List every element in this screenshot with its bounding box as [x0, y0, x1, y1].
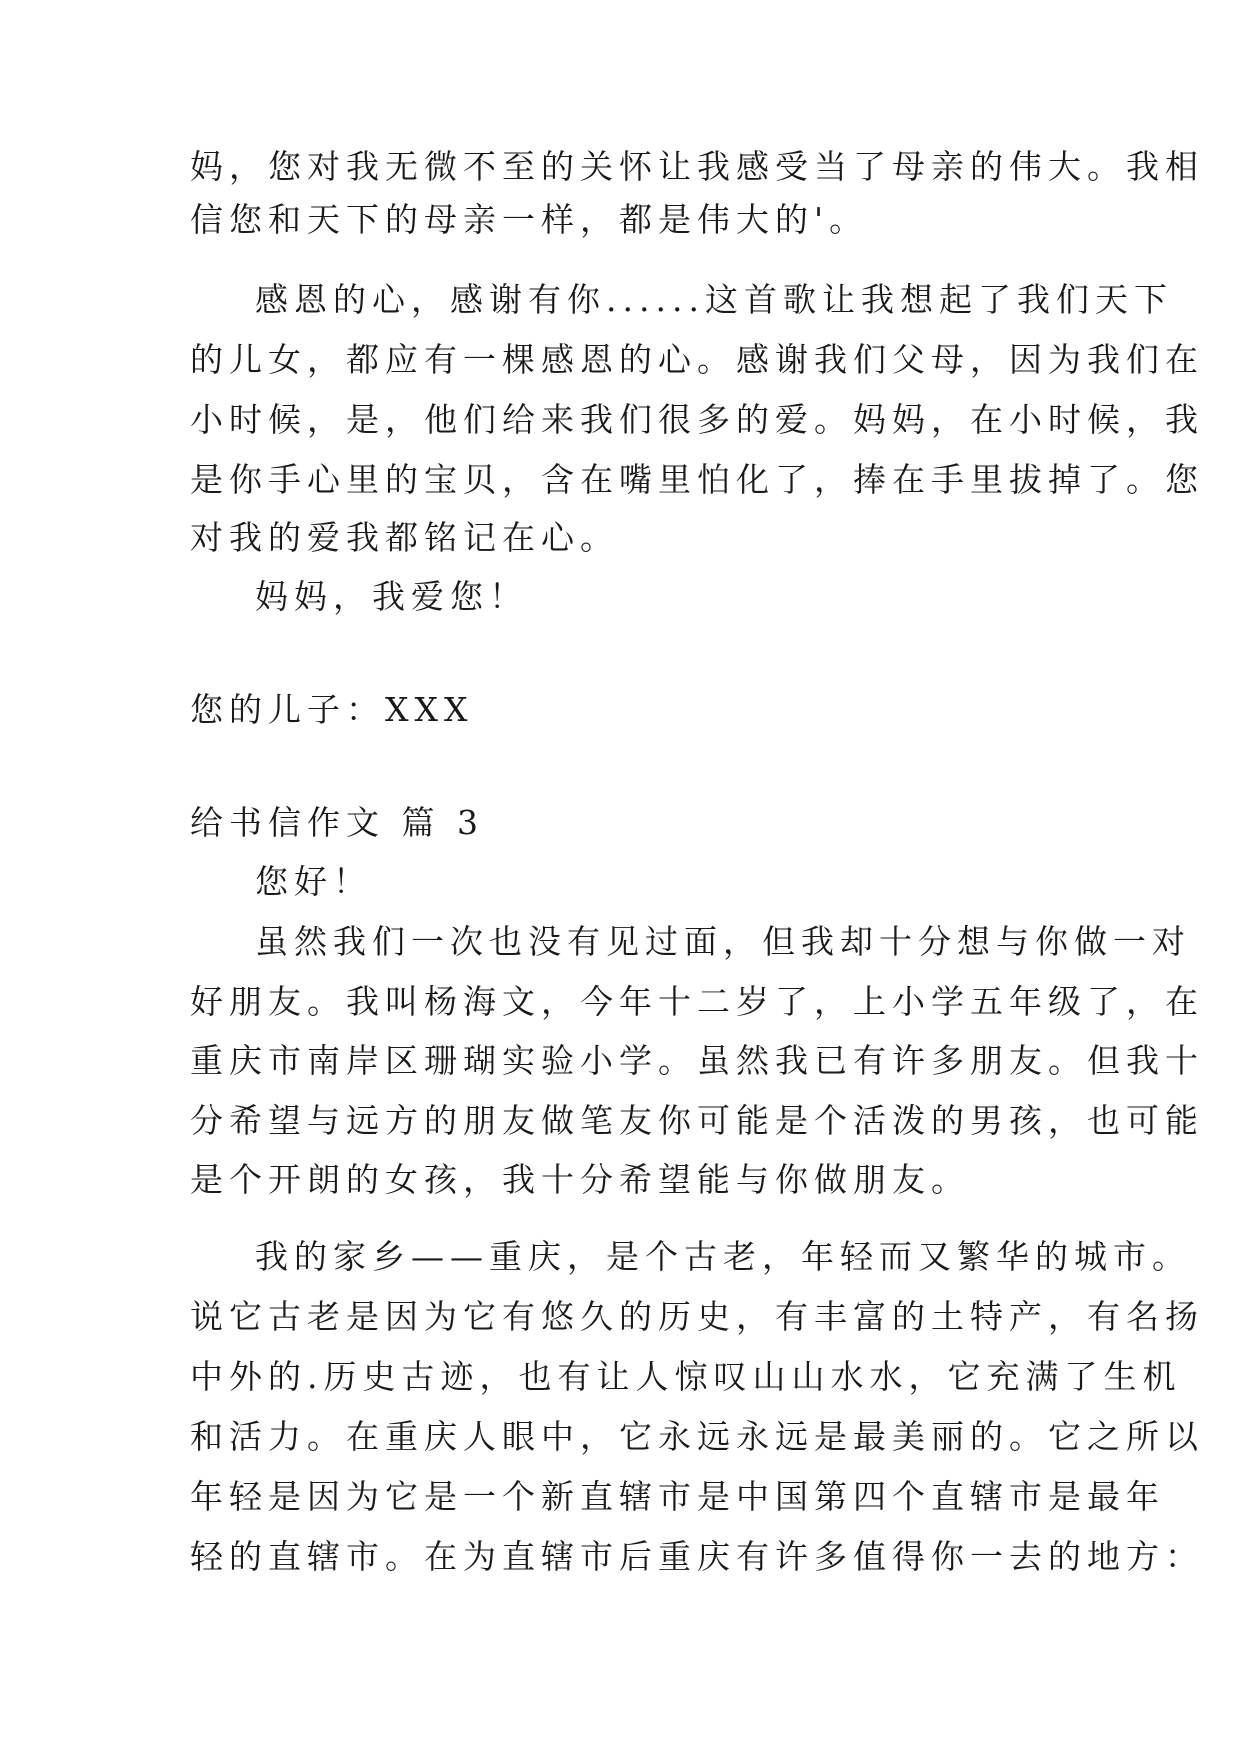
section-heading: 给书信作文 篇 3 [190, 803, 484, 842]
text-line: 好朋友。我叫杨海文，今年十二岁了，上小学五年级了，在 [190, 982, 1204, 1021]
text-line: 的儿女，都应有一棵感恩的心。感谢我们父母，因为我们在 [190, 340, 1204, 379]
text-line: 对我的爱我都铭记在心。 [190, 518, 619, 557]
text-line: 说它古老是因为它有悠久的历史，有丰富的土特产，有名扬 [190, 1297, 1204, 1336]
signature-line: 您的儿子：XXX [190, 690, 474, 729]
text-line: 分希望与远方的朋友做笔友你可能是个活泼的男孩，也可能 [190, 1101, 1204, 1140]
text-line: 虽然我们一次也没有见过面，但我却十分想与你做一对 [255, 922, 1191, 961]
text-line: 中外的.历史古迹，也有让人惊叹山山水水，它充满了生机 [190, 1357, 1182, 1396]
text-line: 感恩的心，感谢有你......这首歌让我想起了我们天下 [255, 280, 1173, 319]
text-line: 我的家乡——重庆，是个古老，年轻而又繁华的城市。 [255, 1237, 1191, 1276]
text-line: 年轻是因为它是一个新直辖市是中国第四个直辖市是最年 [190, 1477, 1165, 1516]
text-line: 是个开朗的女孩，我十分希望能与你做朋友。 [190, 1160, 970, 1199]
text-line: 是你手心里的宝贝，含在嘴里怕化了，捧在手里拔掉了。您 [190, 460, 1204, 499]
text-line: 小时候，是，他们给来我们很多的爱。妈妈，在小时候，我 [190, 400, 1204, 439]
text-line: 信您和天下的母亲一样，都是伟大的'。 [190, 200, 869, 239]
text-line: 妈妈，我爱您！ [255, 577, 528, 616]
text-line: 重庆市南岸区珊瑚实验小学。虽然我已有许多朋友。但我十 [190, 1041, 1204, 1080]
text-line: 轻的直辖市。在为直辖市后重庆有许多值得你一去的地方： [190, 1537, 1204, 1576]
text-line: 和活力。在重庆人眼中，它永远永远是最美丽的。它之所以 [190, 1417, 1204, 1456]
greeting-line: 您好！ [255, 862, 372, 901]
text-line: 妈，您对我无微不至的关怀让我感受当了母亲的伟大。我相 [190, 147, 1204, 186]
